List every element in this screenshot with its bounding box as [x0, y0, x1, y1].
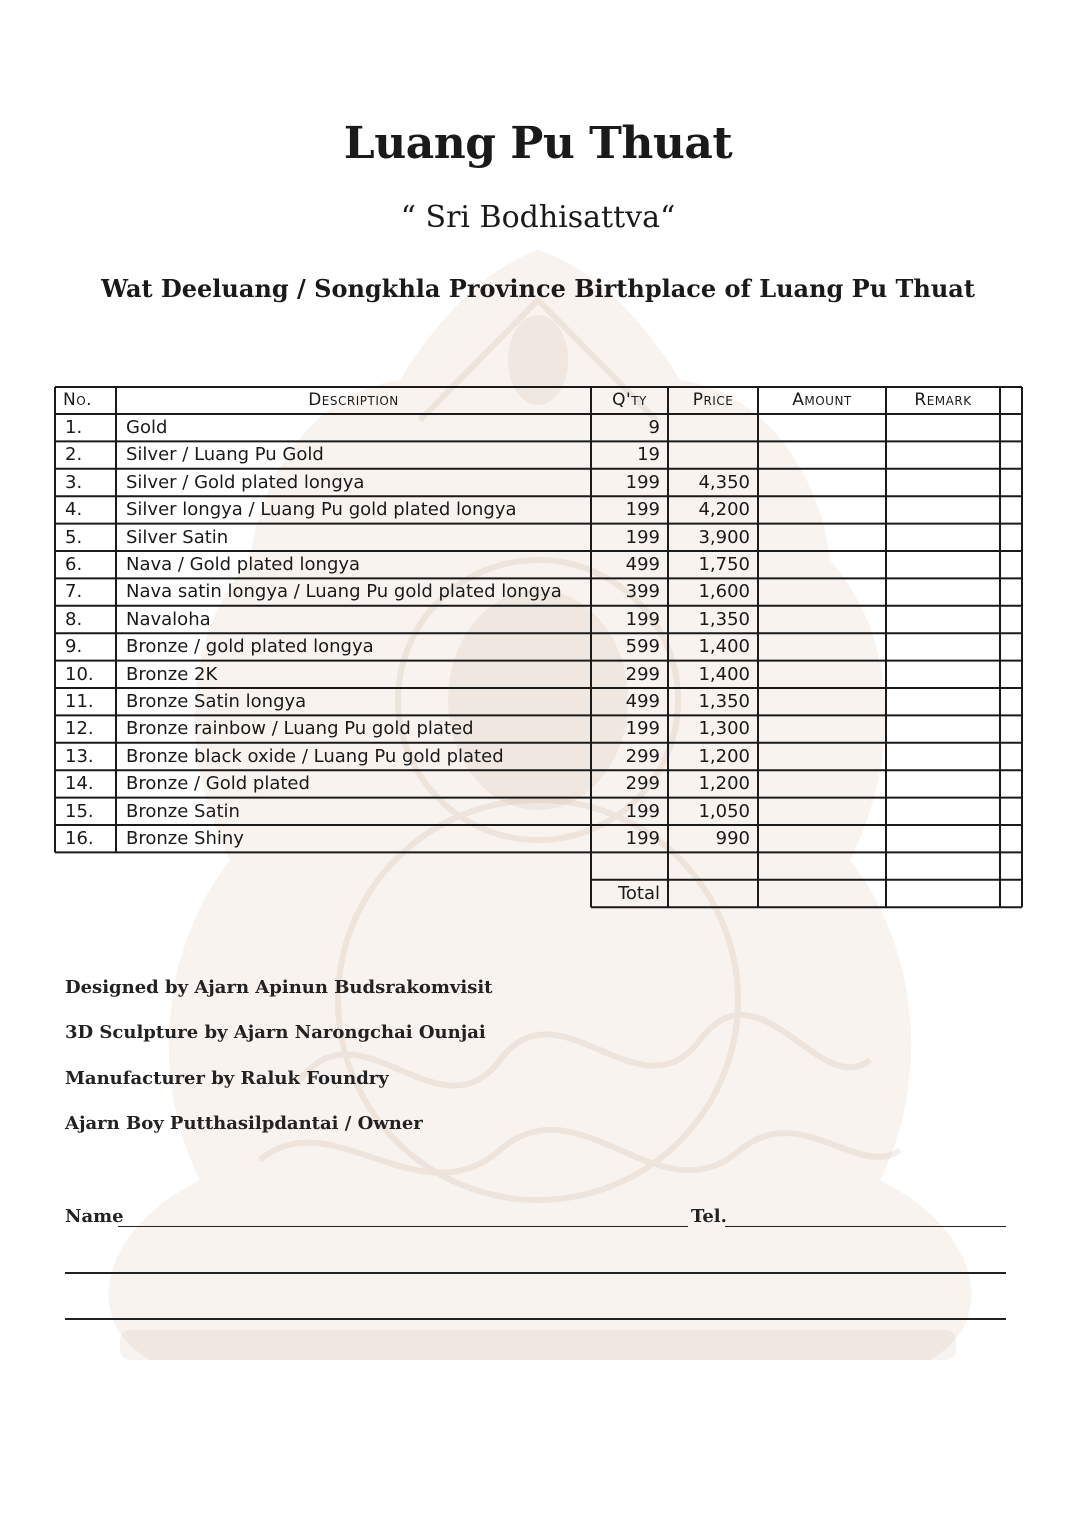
row-number: 3.	[65, 471, 83, 493]
item-remark-field[interactable]	[886, 607, 1000, 634]
item-amount-field[interactable]	[758, 799, 886, 826]
col-qty-header: Q'ty	[612, 390, 647, 410]
item-quantity: 199	[625, 608, 660, 630]
item-price: 3,900	[698, 526, 750, 548]
item-description: Navaloha	[126, 608, 211, 630]
item-price: 1,200	[698, 773, 750, 795]
item-price: 990	[715, 828, 750, 849]
item-price: 1,600	[698, 581, 750, 603]
col-price-header: Price	[692, 390, 734, 410]
name-label: Name	[65, 1206, 124, 1227]
item-price: 1,200	[698, 745, 750, 767]
item-remark-field[interactable]	[886, 771, 1000, 798]
item-amount-field[interactable]	[758, 552, 886, 579]
row-number: 6.	[65, 554, 83, 575]
row-number: 1.	[65, 417, 83, 438]
item-remark-field[interactable]	[886, 470, 1000, 497]
row-number: 16.	[65, 828, 94, 849]
item-price	[668, 415, 758, 442]
address-line-1[interactable]	[65, 1272, 1006, 1274]
item-amount-field[interactable]	[758, 689, 886, 716]
name-field[interactable]	[118, 1226, 688, 1227]
credit-owner: Ajarn Boy Putthasilpdantai / Owner	[65, 1113, 423, 1134]
item-description: Nava satin longya / Luang Pu gold plated longya	[126, 581, 562, 603]
col-remark-header: Remark	[914, 390, 972, 410]
item-quantity: 299	[625, 663, 660, 685]
item-description: Silver / Gold plated longya	[126, 471, 365, 493]
item-quantity: 499	[625, 691, 660, 712]
item-price: 1,300	[698, 718, 750, 740]
temple-location: Wat Deeluang / Songkhla Province Birthplace of Luang Pu Thuat	[101, 274, 975, 303]
item-amount-field[interactable]	[758, 470, 886, 497]
item-amount-field[interactable]	[758, 579, 886, 606]
item-remark-field[interactable]	[886, 525, 1000, 552]
item-price	[668, 442, 758, 469]
row-number: 9.	[65, 636, 83, 658]
item-description: Nava / Gold plated longya	[126, 554, 361, 575]
page-subtitle: “ Sri Bodhisattva“	[400, 200, 676, 235]
address-line-2[interactable]	[65, 1318, 1006, 1320]
tel-field[interactable]	[725, 1226, 1006, 1227]
item-quantity: 599	[625, 636, 660, 658]
item-price: 4,200	[698, 499, 750, 521]
item-description: Bronze 2K	[126, 663, 218, 685]
row-number: 13.	[65, 745, 94, 767]
item-remark-field[interactable]	[886, 744, 1000, 771]
row-number: 4.	[65, 499, 83, 521]
item-amount-field[interactable]	[758, 826, 886, 853]
item-remark-field[interactable]	[886, 799, 1000, 826]
item-remark-field[interactable]	[886, 552, 1000, 579]
item-remark-field[interactable]	[886, 579, 1000, 606]
row-number: 8.	[65, 608, 83, 630]
col-description-header: Description	[308, 390, 399, 410]
item-description: Gold	[126, 417, 168, 438]
item-description: Bronze / Gold plated	[126, 773, 310, 795]
item-quantity: 499	[625, 554, 660, 575]
item-amount-field[interactable]	[758, 771, 886, 798]
item-price: 1,350	[698, 608, 750, 630]
item-remark-field[interactable]	[886, 415, 1000, 442]
credit-manufacturer: Manufacturer by Raluk Foundry	[65, 1068, 389, 1089]
item-amount-field[interactable]	[758, 497, 886, 524]
item-description: Bronze Shiny	[126, 828, 244, 849]
item-quantity: 199	[625, 718, 660, 740]
item-quantity: 19	[637, 444, 660, 466]
item-remark-field[interactable]	[886, 442, 1000, 469]
item-amount-field[interactable]	[758, 716, 886, 743]
item-price: 1,350	[698, 691, 750, 712]
item-description: Silver longya / Luang Pu gold plated longya	[126, 499, 517, 521]
row-number: 10.	[65, 663, 94, 685]
item-remark-field[interactable]	[886, 634, 1000, 661]
item-remark-field[interactable]	[886, 662, 1000, 689]
item-amount-field[interactable]	[758, 607, 886, 634]
item-amount-field[interactable]	[758, 442, 886, 469]
item-price: 1,400	[698, 636, 750, 658]
item-description: Bronze Satin longya	[126, 691, 307, 712]
total-label: Total	[617, 882, 660, 904]
item-quantity: 399	[625, 581, 660, 603]
item-amount-field[interactable]	[758, 415, 886, 442]
row-number: 15.	[65, 800, 94, 822]
row-number: 14.	[65, 773, 94, 795]
item-quantity: 199	[625, 800, 660, 822]
tel-label: Tel.	[691, 1206, 727, 1227]
item-quantity: 199	[625, 499, 660, 521]
row-number: 5.	[65, 526, 83, 548]
col-amount-header: Amount	[792, 390, 852, 410]
item-description: Bronze / gold plated longya	[126, 636, 374, 658]
item-description: Silver Satin	[126, 526, 229, 548]
row-number: 11.	[65, 691, 94, 712]
row-number: 7.	[65, 581, 83, 603]
page-title: Luang Pu Thuat	[343, 118, 733, 169]
row-number: 12.	[65, 718, 94, 740]
item-amount-field[interactable]	[758, 744, 886, 771]
item-remark-field[interactable]	[886, 826, 1000, 853]
item-amount-field[interactable]	[758, 525, 886, 552]
credit-sculptor: 3D Sculpture by Ajarn Narongchai Ounjai	[65, 1022, 486, 1043]
row-number: 2.	[65, 444, 83, 466]
item-quantity: 199	[625, 526, 660, 548]
item-amount-field[interactable]	[758, 662, 886, 689]
item-price: 4,350	[698, 471, 750, 493]
col-no-header: No.	[63, 390, 93, 410]
item-description: Bronze black oxide / Luang Pu gold plated	[126, 745, 504, 767]
item-price: 1,400	[698, 663, 750, 685]
item-price: 1,750	[698, 554, 750, 575]
item-quantity: 299	[625, 745, 660, 767]
item-description: Bronze rainbow / Luang Pu gold plated	[126, 718, 474, 740]
item-description: Silver / Luang Pu Gold	[126, 444, 324, 466]
item-quantity: 9	[648, 417, 660, 438]
item-quantity: 199	[625, 471, 660, 493]
item-price: 1,050	[698, 800, 750, 822]
item-amount-field[interactable]	[758, 634, 886, 661]
item-quantity: 199	[625, 828, 660, 849]
item-remark-field[interactable]	[886, 716, 1000, 743]
credit-designer: Designed by Ajarn Apinun Budsrakomvisit	[65, 977, 493, 998]
item-remark-field[interactable]	[886, 689, 1000, 716]
item-remark-field[interactable]	[886, 497, 1000, 524]
item-description: Bronze Satin	[126, 800, 240, 822]
item-quantity: 299	[625, 773, 660, 795]
total-amount-field[interactable]	[758, 881, 886, 908]
